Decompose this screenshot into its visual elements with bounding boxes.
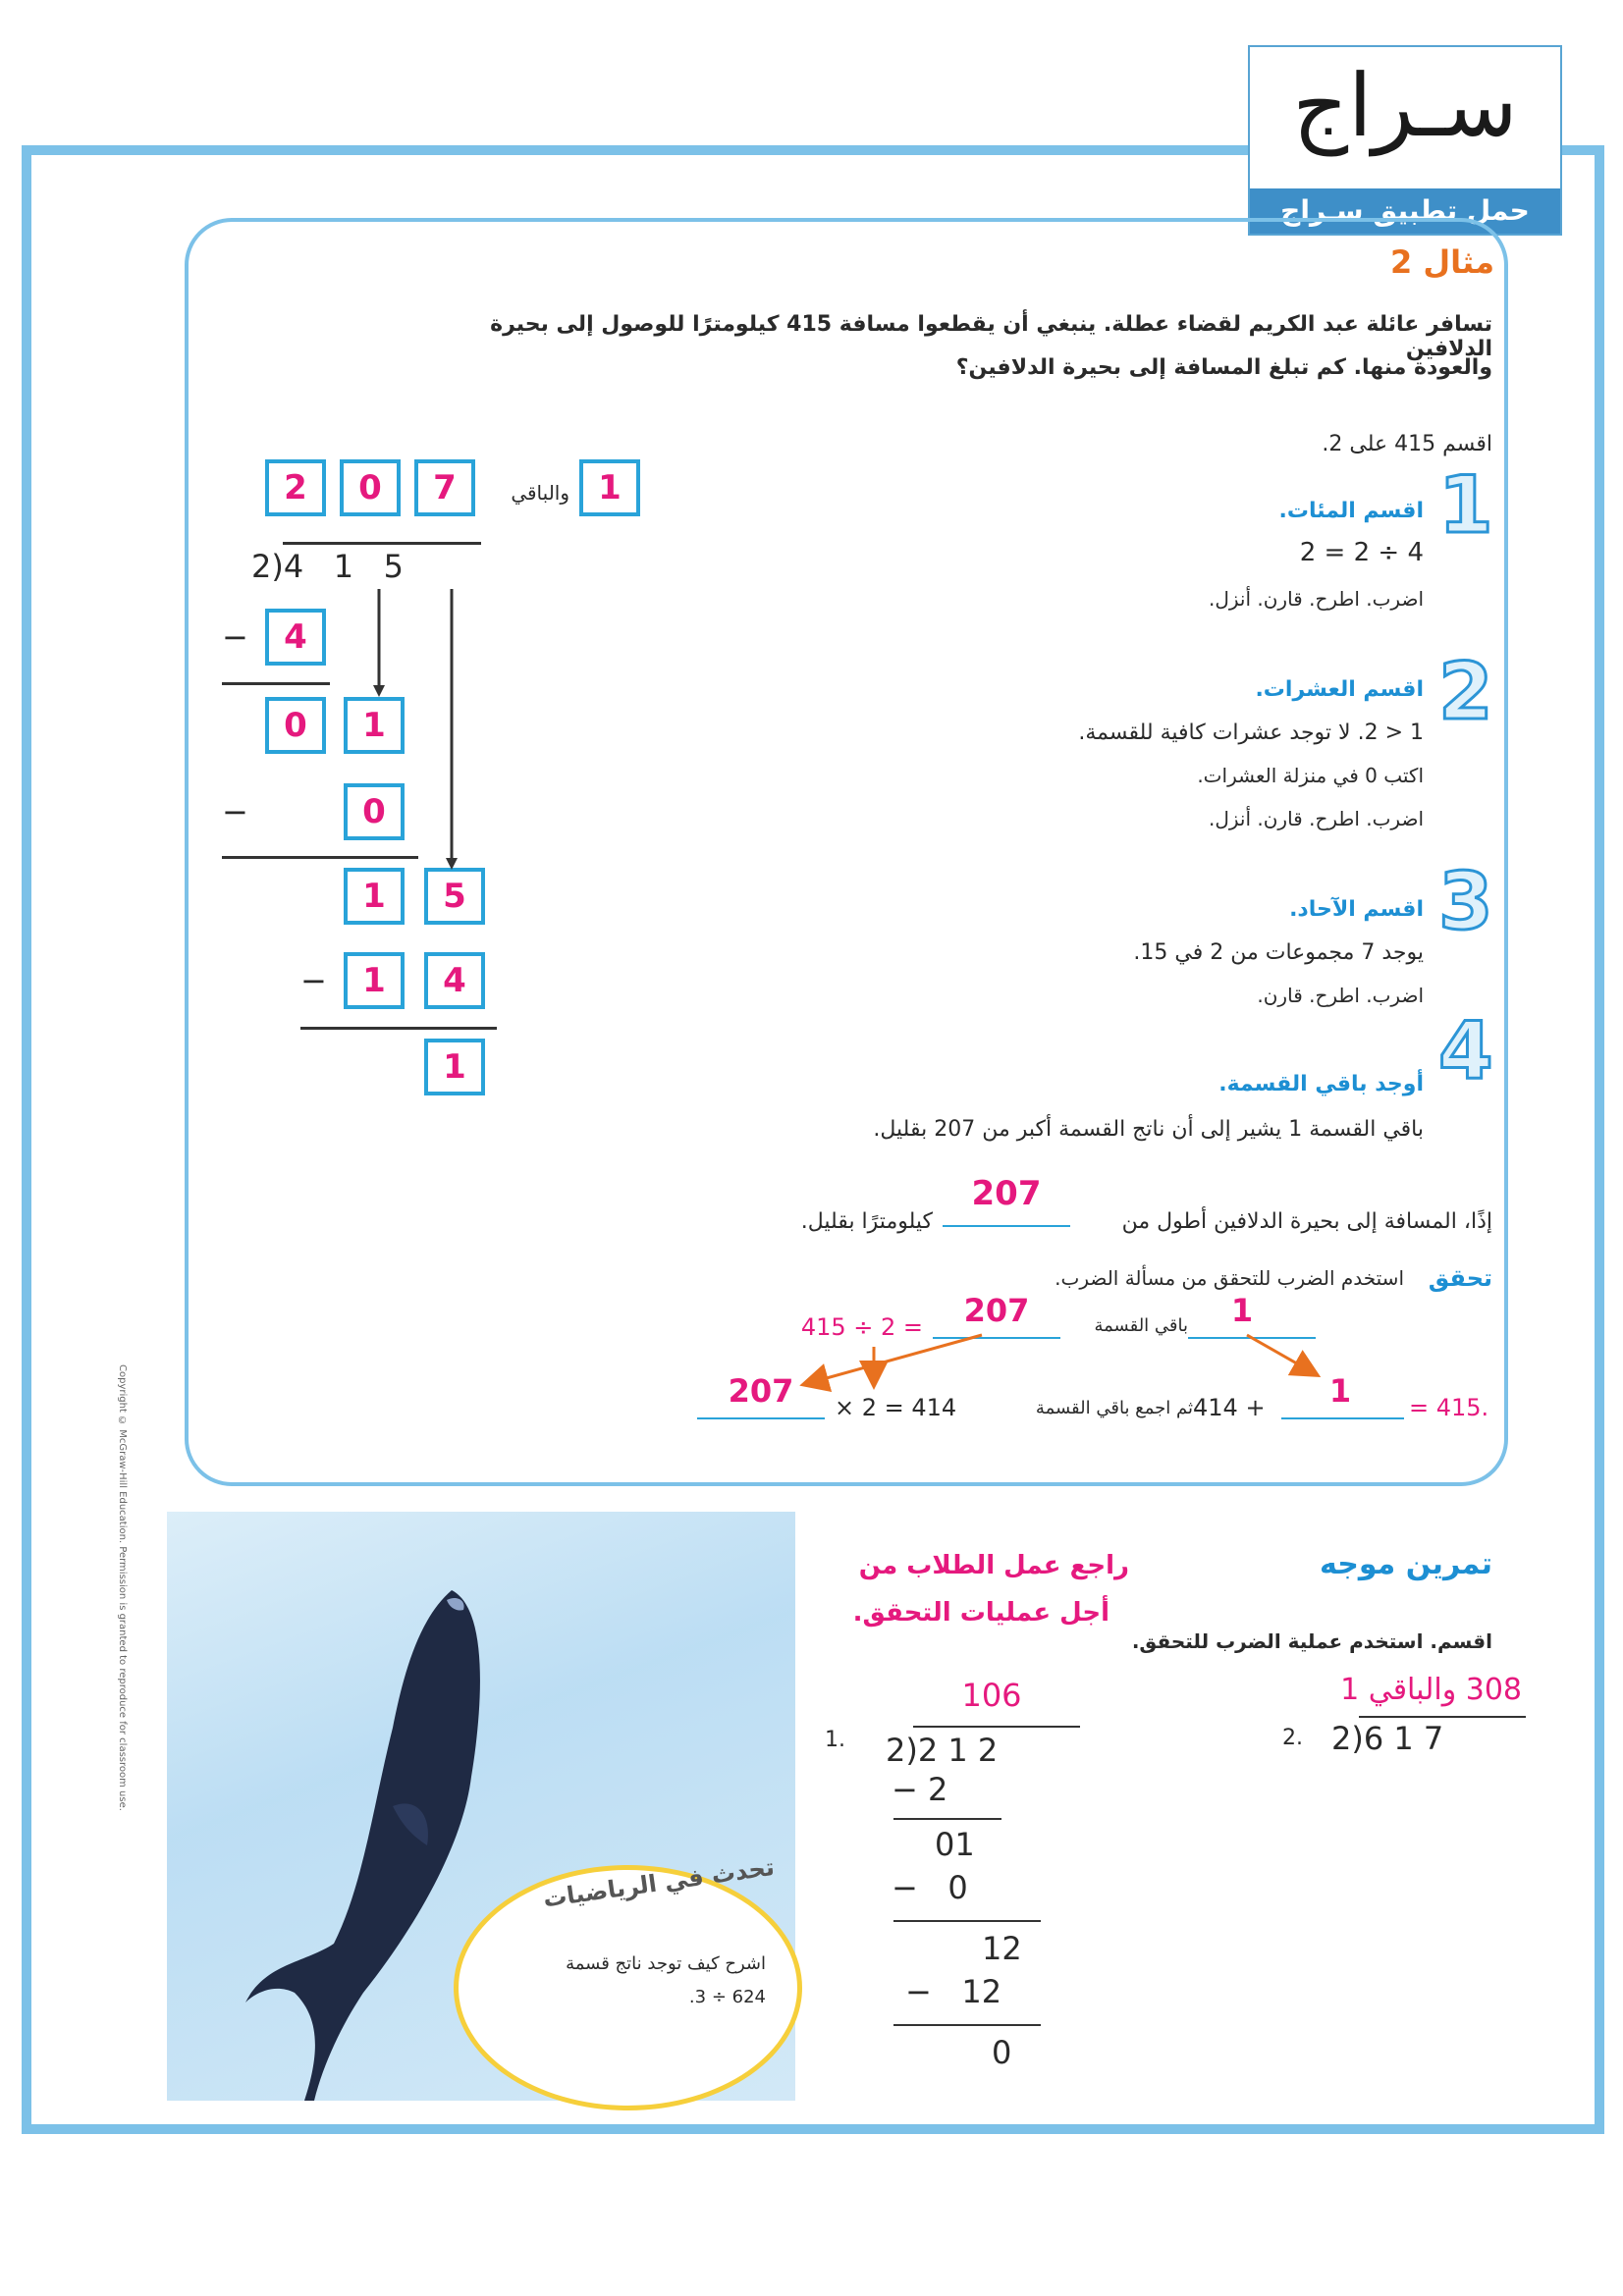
step-1-line-1: 4 ÷ 2 = 2 [1299,538,1424,567]
exercise-1-work-5: − 12 [905,1973,1002,2010]
row-6-box-1: 1 [424,1039,485,1095]
teacher-note-1: راجع عمل الطلاب من [858,1551,1129,1580]
bubble-title: تحدث في الرياضيات [541,1852,777,1913]
step-4-icon: 4 [1438,1005,1493,1096]
row-5-box-1: 1 [344,952,405,1009]
quotient-digit-3: 7 [414,459,475,516]
logo-title: سـراج [1292,55,1518,156]
exercise-1-line-1 [893,1818,1001,1820]
remainder-label: والباقي [511,481,569,505]
row-2-box-1: 0 [265,697,326,754]
row-1-op: − [222,618,248,656]
conclusion-blank [943,1225,1070,1227]
check-text: استخدم الضرب للتحقق من مسألة الضرب. [1055,1266,1404,1290]
check-eq2-add-label: ثم اجمع باقي القسمة [1035,1398,1193,1418]
conclusion-prefix: إذًا، المسافة إلى بحيرة الدلافين أطول من [1121,1209,1492,1234]
check-eq2-result: = 415. [1409,1394,1489,1421]
step-1-line-2: اضرب. اطرح. قارن. أنزل. [1208,587,1424,611]
exercise-2-answer: 308 والباقي 1 [1340,1673,1522,1707]
conclusion-suffix: كيلومترًا بقليل. [800,1209,933,1234]
guided-instruction: اقسم. استخدم عملية الضرب للتحقق. [1131,1629,1492,1653]
step-2-line-3: اضرب. اطرح. قارن. أنزل. [1208,807,1424,830]
instruction: اقسم 415 على 2. [1322,432,1492,456]
row-3-op: − [222,793,248,830]
row-5-op: − [300,962,327,999]
check-eq2-value: 207 [728,1372,794,1410]
exercise-1-number: 1. [825,1728,845,1752]
problem-line-2: والعودة منها. كم تبلغ المسافة إلى بحيرة الدلافين؟ [955,355,1492,380]
exercise-1-problem: 2)2 1 2 [886,1732,999,1769]
exercise-2-bar [1359,1716,1526,1718]
example-heading: مثال 2 [1389,243,1494,281]
row-1-box-1: 4 [265,609,326,666]
exercise-1-quotient: 106 [961,1677,1022,1714]
division-bar [283,542,481,545]
step-2-line-1: 1 < 2. لا توجد عشرات كافية للقسمة. [1078,721,1424,745]
step-4-title: أوجد باقي القسمة. [1218,1072,1424,1096]
exercise-1-line-2 [893,1920,1041,1922]
bring-down-arrows [363,587,461,872]
exercise-1-work-2: 01 [935,1826,975,1863]
exercise-1-work-6: 0 [992,2034,1012,2071]
exercise-1-work-4: 12 [982,1930,1022,1967]
check-eq2-rem-blank [1281,1417,1404,1419]
logo-subtitle[interactable]: حمل تطبيق سـراج [1250,188,1560,234]
copyright-note: Copyright © McGraw-Hill Education. Permission is granted to reproduce for classroom use. [117,1364,128,1811]
check-eq2-blank [697,1417,825,1419]
exercise-2-number: 2. [1282,1726,1303,1750]
remainder-box: 1 [579,459,640,516]
step-2-icon: 2 [1438,646,1493,737]
exercise-1-work-3: − 0 [892,1869,968,1906]
exercise-1-bar [913,1726,1080,1728]
exercise-2-problem: 2)6 1 7 [1331,1720,1444,1757]
row-3-box-1: 0 [344,783,405,840]
step-4-line-1: باقي القسمة 1 يشير إلى أن ناتج القسمة أكبر من 207 بقليل. [873,1117,1424,1142]
check-label: تحقق [1428,1264,1492,1292]
check-eq1-rem-label: باقي القسمة [1094,1315,1188,1336]
bubble-line-2: 624 ÷ 3. [688,1987,766,2007]
step-3-icon: 3 [1438,856,1493,947]
check-eq2-plus: 414 + [1193,1394,1266,1421]
teacher-note-2: أجل عمليات التحقق. [852,1598,1109,1628]
row-4-box-1: 1 [344,868,405,925]
exercise-1-work-1: − 2 [892,1771,948,1808]
bubble-line-1: اشرح كيف توجد ناتج قسمة [566,1953,766,1974]
app-logo[interactable] [1248,45,1562,236]
quotient-digit-1: 2 [265,459,326,516]
step-1-title: اقسم المئات. [1278,499,1424,523]
check-eq1-rem-value: 1 [1230,1292,1254,1329]
check-eq2-mid: × 2 = 414 [835,1394,957,1421]
row-5-box-2: 4 [424,952,485,1009]
guided-title: تمرين موجه [1320,1547,1492,1581]
step-3-title: اقسم الآحاد. [1289,897,1424,922]
check-eq1-value: 207 [963,1292,1030,1329]
row-4-box-2: 5 [424,868,485,925]
step-2-title: اقسم العشرات. [1255,677,1424,702]
step-2-line-2: اكتب 0 في منزلة العشرات. [1197,764,1424,787]
row-2-box-2: 1 [344,697,405,754]
check-eq2-rem-value: 1 [1328,1372,1352,1410]
step-1-icon: 1 [1438,459,1493,551]
exercise-1-line-3 [893,2024,1041,2026]
problem-line-1: تسافر عائلة عبد الكريم لقضاء عطلة. ينبغي أن يقطعوا مسافة 415 كيلومترًا للوصول إلى بحيرة الدلافين [490,312,1492,361]
row-5-line [300,1027,497,1030]
step-3-line-1: يوجد 7 مجموعات من 2 في 15. [1133,940,1424,965]
row-1-line [222,682,330,685]
divisor-dividend: 2)4 1 5 [251,548,404,585]
step-3-line-2: اضرب. اطرح. قارن. [1257,984,1424,1007]
check-eq1-left: 415 ÷ 2 = [800,1313,923,1341]
conclusion-value: 207 [971,1174,1042,1213]
quotient-digit-2: 0 [340,459,401,516]
